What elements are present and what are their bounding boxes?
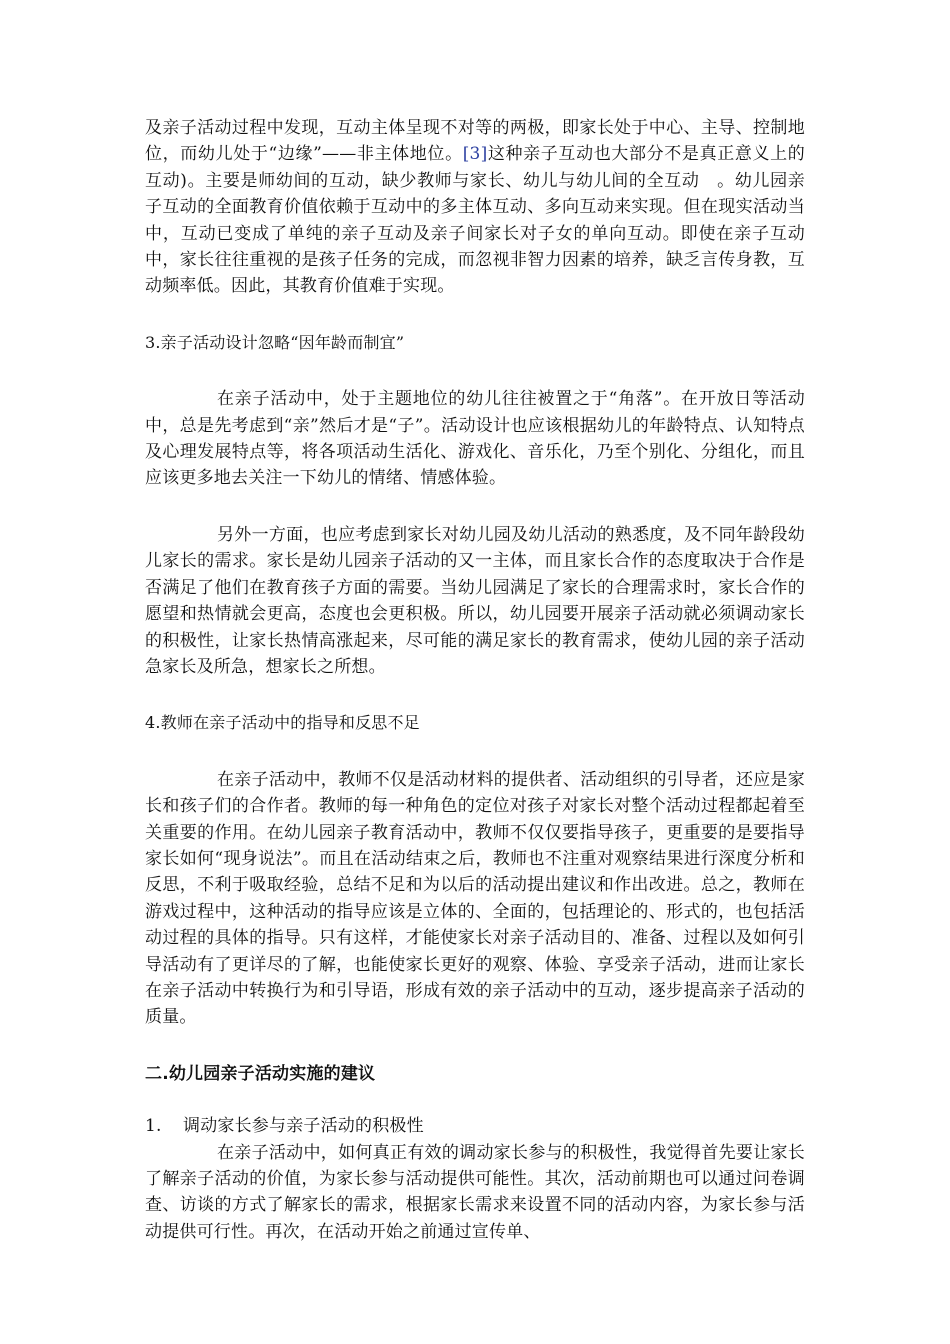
document-page [145,115,805,1245]
subheading-3: 3.亲子活动设计忽略“因年龄而制宜” [145,332,405,352]
paragraph-age-design: 在亲子活动中，处于主题地位的幼儿往往被置之于“角落”。在开放日等活动中，总是先考虑到“亲”然后才是“子”。活动设计也应该根据幼儿的年龄特点、认知特点及心理发展特点等，将各项活动生活化、游戏化、音乐化，乃至个别化、分组化，而且应该更多地去关注一下幼儿的情绪、情感体验。 [145,389,805,489]
paragraph-text: 及亲子活动过程中发现，互动主体呈现不对等的两极，即家长处于中心、主导、控制地位，而幼儿处于“边缘”——非主体地位。 [145,118,805,165]
subheading-2-1 [145,1113,805,1139]
citation-reference-link[interactable]: [3] [462,144,488,165]
heading-text: 调动家长参与亲子活动的积极性 [183,1116,424,1137]
section-heading-2: 二.幼儿园亲子活动实施的建议 [145,1063,376,1084]
subheading-4: 4.教师在亲子活动中的指导和反思不足 [145,713,420,733]
paragraph-teacher-guidance: 在亲子活动中，教师不仅是活动材料的提供者、活动组织的引导者，还应是家长和孩子们的合作者。教师的每一种角色的定位对孩子对家长对整个活动过程都起着至关重要的作用。在幼儿园亲子教育活动中，教师不仅仅要指导孩子，更重要的是要指导家长如何“现身说法”。而且在活动结束之后，教师也不注重对观察结果进行深度分析和反思，不利于吸取经验，总结不足和为以后的活动提出建议和作出改进。总之，教师在游戏过程中，这种活动的指导应该是立体的、全面的，包括理论的、形式的，也包括活动过程的具体的指导。只有这样，才能使家长对亲子活动目的、准备、过程以及如何引导活动有了更详尽的了解，也能使家长更好的观察、体验、享受亲子活动，进而让家长在亲子活动中转换行为和引导语，形成有效的亲子活动中的互动，逐步提高亲子活动的质量。 [145,769,805,1028]
paragraph-parent-needs: 另外一方面，也应考虑到家长对幼儿园及幼儿活动的熟悉度，及不同年龄段幼儿家长的需求。家长是幼儿园亲子活动的又一主体，而且家长合作的态度取决于合作是否满足了他们在教育孩子方面的需要。当幼儿园满足了家长的合理需求时，家长合作的愿望和热情就会更高，态度也会更积极。所以，幼儿园要开展亲子活动就必须调动家长的积极性，让家长热情高涨起来，尽可能的满足家长的教育需求，使幼儿园的亲子活动急家长及所急，想家长之所想。 [145,524,805,677]
paragraph-parent-engagement: 在亲子活动中，如何真正有效的调动家长参与的积极性，我觉得首先要让家长了解亲子活动的价值，为家长参与活动提供可能性。其次，活动前期也可以通过问卷调查、访谈的方式了解家长的需求，根据家长需求来设置不同的活动内容，为家长参与活动提供可行性。再次，在活动开始之前通过宣传单、 [145,1142,805,1242]
paragraph-text: 这种亲子互动也大部分不是真正意义上的互动)。主要是师幼间的互动，缺少教师与家长、幼儿与幼儿间的全互动 。幼儿园亲子互动的全面教育价值依赖于互动中的多主体互动、多向互动来实现。但在现实活动当中，互动已变成了单纯的亲子互动及亲子间家长对子女的单向互动。即使在亲子互动中，家长往往重视的是孩子任务的完成，而忽视非智力因素的培养，缺乏言传身教，互动频率低。因此，其教育价值难于实现。 [145,144,805,297]
paragraph-interaction-analysis [145,115,805,300]
heading-number: 1. [145,1116,162,1137]
